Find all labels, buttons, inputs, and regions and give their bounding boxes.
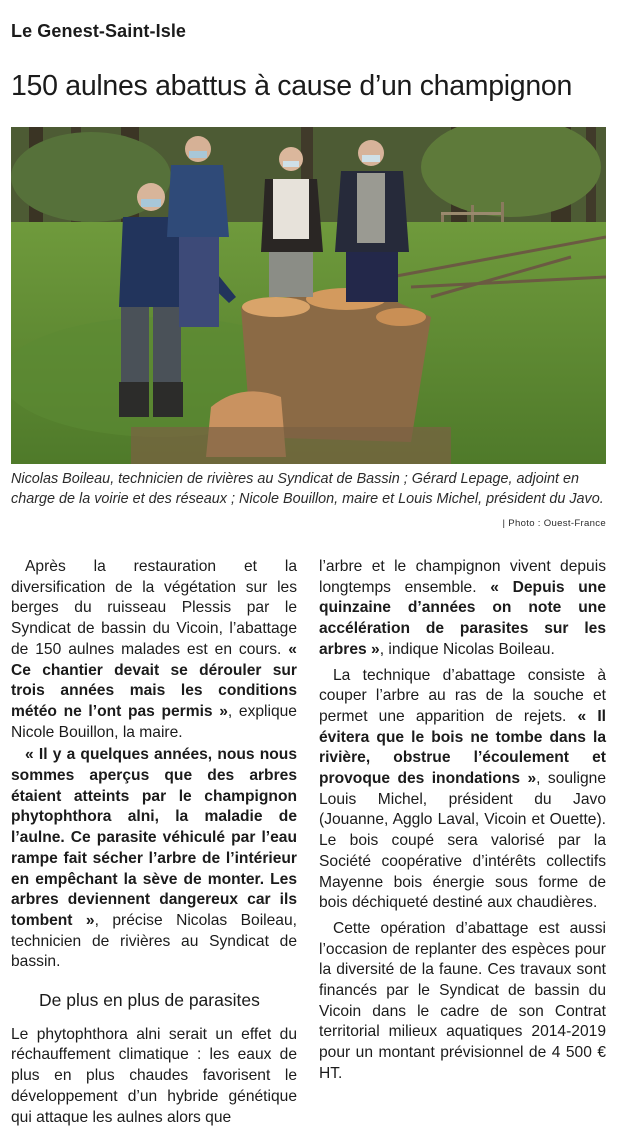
paragraph — [319, 557, 606, 661]
intro-text: Après la restauration et la diversification de la végétation sur les berges du ruisseau Plessis par le Syndicat de bassin du Vicoin, l’abattage de 150 aulnes malades est en cours. — [11, 558, 297, 658]
paragraph: Le phytophthora alni serait un effet du réchauffement climatique : les eaux de plus en plus chaudes favorisent le développement d’un hybride génétique qui attaque les aulnes alors que — [11, 1025, 297, 1126]
body-text: La technique d’abattage consiste à couper l’arbre au ras de la souche et permet une apparition de rejets. — [319, 666, 606, 725]
headline: 150 aulnes abattus à cause d’un champignon — [11, 70, 572, 102]
subheading: De plus en plus de parasites — [39, 990, 260, 1011]
paragraph — [11, 745, 297, 973]
quote: « Ce chantier devait se dérouler sur trois années mais les conditions météo ne l’ont pas permis » — [11, 640, 297, 720]
attribution: , indique Nicolas Boileau. — [379, 640, 555, 658]
quote: « Depuis une quinzaine d’années on note une accélération de parasites sur les arbres » — [319, 578, 606, 658]
body-text: l’arbre et le champignon vivent depuis longtemps ensemble. — [319, 558, 606, 596]
attribution: , explique Nicole Bouillon, la maire. — [11, 702, 297, 741]
quote: « Il évitera que le bois ne tombe dans la rivière, obstrue l’écoulement et provoque des inondations » — [319, 707, 607, 788]
attribution: , précise Nicolas Boileau, technicien de rivières au Syndicat de bassin. — [11, 911, 297, 971]
quote: « Il y a quelques années, nous nous sommes aperçus que des arbres étaient atteints par le champignon phytophthora alni, la maladie de l’aulne. Ce parasite véhiculé par l’eau rampe fait sécher l’arbre de l’intérieur en empêchant la sève de monter. Les arbres deviennent dangereux car ils tombent » — [11, 746, 297, 929]
article-column-left — [11, 557, 297, 1128]
article-column-right — [319, 557, 606, 1085]
paragraph — [319, 666, 606, 914]
paragraph — [11, 557, 297, 743]
paragraph: Cette opération d’abattage est aussi l’occasion de replanter des espèces pour la diversité de la faune. Ces travaux sont financés par le Syndicat de bassin du Vicoin dans le cadre de son Contrat territorial milieux aquatiques 2014-2019 pour un montant prévisionnel de 4 500 € HT. — [319, 919, 606, 1082]
location-kicker: Le Genest-Saint-Isle — [11, 21, 187, 41]
attribution: , souligne Louis Michel, président du Javo (Jouanne, Agglo Laval, Vicoin et Ouette). Le bois coupé sera valorisé par la Société coopérative d’intérêts collectifs Mayenne bois énergie sous forme de bois déchiqueté destiné aux chaudières. — [319, 770, 606, 912]
photo-caption: Nicolas Boileau, technicien de rivières au Syndicat de Bassin ; Gérard Lepage, adjoint en charge de la voirie et des réseaux ; Nicole Bouillon, maire et Louis Michel, président du Javo. — [11, 471, 604, 507]
photo-credit: | Photo : Ouest-France — [502, 518, 606, 529]
article-photo — [11, 127, 606, 464]
